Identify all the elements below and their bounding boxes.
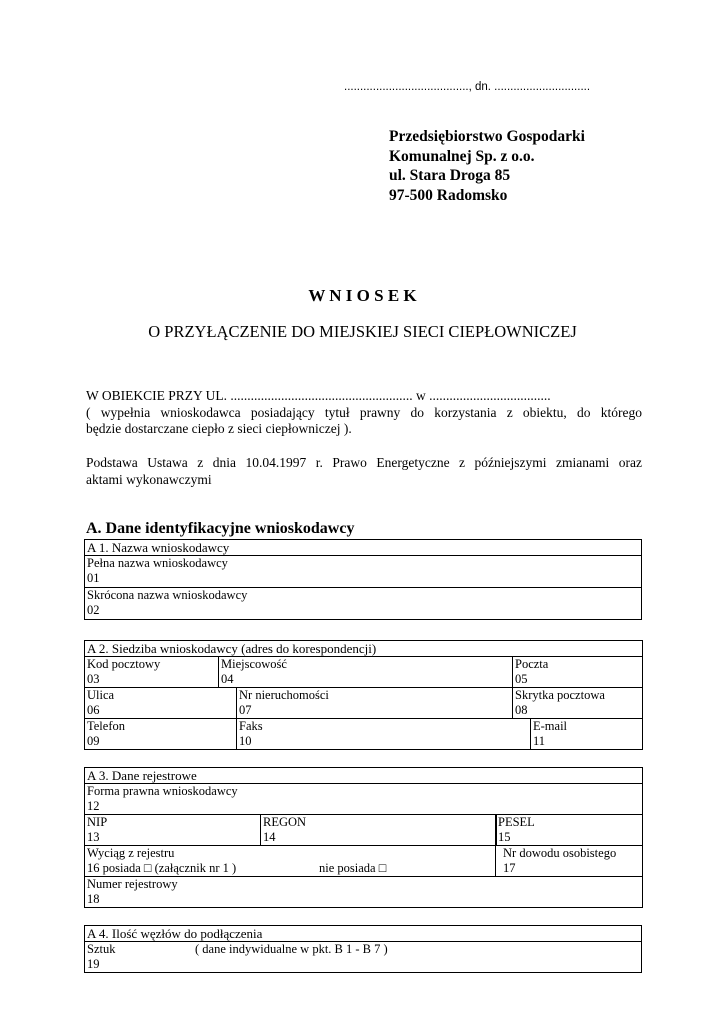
field-code: 13 [87,829,100,844]
field-label: Nr nieruchomości [239,688,329,702]
field-code: 11 [533,733,546,748]
field-label: Pełna nazwa wnioskodawcy [87,556,228,570]
table-a4 [84,925,642,973]
field-code: 04 [221,671,234,686]
field-label: Miejscowość [221,657,287,671]
legal-basis [86,455,642,488]
field-code: 10 [239,733,252,748]
field-label: Numer rejestrowy [87,877,178,891]
field-label: Wyciąg z rejestru [87,846,175,860]
document-subtitle: O PRZYŁĄCZENIE DO MIEJSKIEJ SIECI CIEPŁOWNICZEJ [148,322,577,341]
full-name-field[interactable] [85,556,642,588]
table-a1 [84,539,642,620]
recipient-line: 97-500 Radomsko [389,186,508,204]
object-note: ( wypełnia wnioskodawca posiadający tytuł prawny do korzystania z obiektu, do którego [86,404,642,420]
field-label: PESEL [498,815,535,829]
table-a3 [84,767,643,908]
registry-extract-field [85,846,496,877]
field-label: Sztuk [87,942,116,956]
post-office-field[interactable] [513,657,643,688]
basis-line: aktami wykonawczymi [86,471,212,487]
section-a-title: A. Dane identyfikacyjne wnioskodawcy [86,520,355,537]
field-label: Forma prawna wnioskodawcy [87,784,238,798]
date-line: ......................................., dn. .............................. [344,81,591,93]
register-number-field[interactable] [85,877,643,908]
field-label: E-mail [533,719,568,733]
field-code: 05 [515,671,528,686]
a1-header: A 1. Nazwa wnioskodawcy [85,540,642,556]
field-label: Kod pocztowy [87,657,161,671]
field-code: 15 [498,829,511,844]
property-number-field[interactable] [237,688,513,719]
field-code: 19 [87,957,100,971]
field-label: NIP [87,815,108,829]
recipient-line: Komunalnej Sp. z o.o. [389,147,535,165]
a4-header: A 4. Ilość węzłów do podłączenia [85,926,642,942]
registry-not-checkbox[interactable]: nie posiada □ [319,860,387,875]
field-note: ( dane indywidualne w pkt. B 1 - B 7 ) [195,942,388,956]
basis-line: Podstawa Ustawa z dnia 10.04.1997 r. Prawo Energetyczne z późniejszymi zmianami oraz [86,455,642,470]
field-code: 03 [87,671,100,686]
registry-has-checkbox[interactable]: 16 posiada □ (załącznik nr 1 ) [87,860,237,875]
field-code: 01 [87,570,100,585]
object-line: W OBIEKCIE PRZY UL. ...................................................... w .................................... [86,388,551,403]
field-code: 06 [87,702,100,717]
field-code: 07 [239,702,252,717]
field-code: 02 [87,602,100,617]
pesel-field[interactable] [496,815,643,846]
field-code: 17 [503,860,516,875]
object-note: będzie dostarczane ciepło z sieci ciepłowniczej ). [86,421,352,436]
field-label: Nr dowodu osobistego [503,846,617,860]
table-a2 [84,640,643,750]
street-field[interactable] [85,688,237,719]
field-label: Ulica [87,688,115,702]
id-card-field[interactable] [496,846,643,877]
field-label: Skrócona nazwa wnioskodawcy [87,588,248,602]
field-code: 12 [87,798,100,813]
document-title: W N I O S E K [308,286,417,305]
field-code: 08 [515,702,528,717]
recipient-line: ul. Stara Droga 85 [389,167,511,184]
field-label: Faks [239,719,263,733]
postal-code-field[interactable] [85,657,219,688]
node-count-field[interactable] [85,942,642,973]
recipient-address [389,127,585,205]
regon-field[interactable] [261,815,496,846]
city-field[interactable] [219,657,513,688]
field-label: Poczta [515,657,549,671]
object-section [86,388,642,438]
nip-field[interactable] [85,815,261,846]
email-field[interactable] [531,719,643,750]
field-code: 14 [263,829,276,844]
short-name-field[interactable] [85,588,642,620]
field-code: 09 [87,733,100,748]
field-label: Skrytka pocztowa [515,688,605,702]
fax-field[interactable] [237,719,531,750]
a2-header: A 2. Siedziba wnioskodawcy (adres do korespondencji) [85,641,643,657]
field-code: 18 [87,891,100,906]
phone-field[interactable] [85,719,237,750]
po-box-field[interactable] [513,688,643,719]
field-label: Telefon [87,719,125,733]
recipient-line: Przedsiębiorstwo Gospodarki [389,128,585,145]
a3-header: A 3. Dane rejestrowe [85,768,643,784]
legal-form-field[interactable] [85,784,643,815]
field-label: REGON [263,815,307,829]
